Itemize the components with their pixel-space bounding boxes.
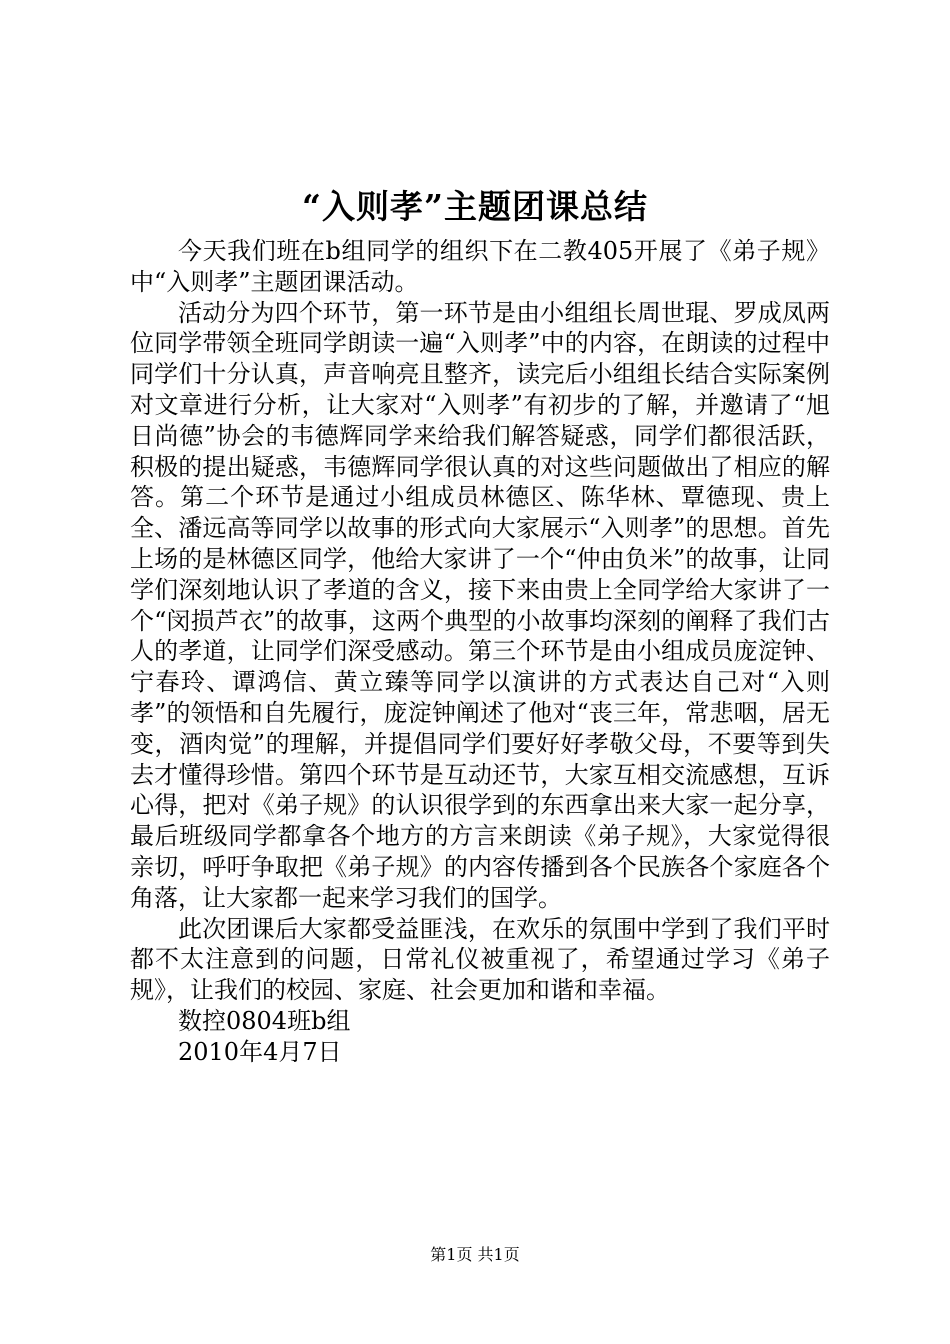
signature-date: 2010年4月7日 [178, 1037, 342, 1066]
document-body [130, 236, 830, 1068]
signature-group: 数控0804班b组 [178, 1006, 351, 1035]
document-title: “入则孝”主题团课总结 [302, 187, 648, 226]
page-footer: 第1页 共1页 [430, 1245, 520, 1264]
paragraph-conclusion: 此次团课后大家都受益匪浅，在欢乐的氛围中学到了我们平时都不太注意到的问题，日常礼仪被重视了，希望通过学习《弟子规》，让我们的校园、家庭、社会更加和谐和幸福。 [130, 914, 830, 1005]
paragraph-activities: 活动分为四个环节，第一环节是由小组组长周世琨、罗成凤两位同学带领全班同学朗读一遍“入则孝”中的内容，在朗读的过程中同学们十分认真，声音响亮且整齐，读完后小组组长结合实际案例对文章进行分析，让大家对“入则孝”有初步的了解，并邀请了“旭日尚德”协会的韦德辉同学来给我们解答疑惑，同学们都很活跃，积极的提出疑惑，韦德辉同学很认真的对这些问题做出了相应的解答。第二个环节是通过小组成员林德区、陈华林、覃德现、贵上全、潘远高等同学以故事的形式向大家展示“入则孝”的思想。首先上场的是林德区同学，他给大家讲了一个“仲由负米”的故事，让同学们深刻地认识了孝道的含义，接下来由贵上全同学给大家讲了一个“闵损芦衣”的故事，这两个典型的小故事均深刻的阐释了我们古人的孝道，让同学们深受感动。第三个环节是由小组成员庞淀钟、宁春玲、谭鸿信、黄立臻等同学以演讲的方式表达自己对“入则孝”的领悟和自先履行，庞淀钟阐述了他对“丧三年，常悲咽，居无变，酒肉觉”的理解，并提倡同学们要好好孝敬父母，不要等到失去才懂得珍惜。第四个环节是互动还节，大家互相交流感想，互诉心得，把对《弟子规》的认识很学到的东西拿出来大家一起分享，最后班级同学都拿各个地方的方言来朗读《弟子规》，大家觉得很亲切，呼吁争取把《弟子规》的内容传播到各个民族各个家庭各个角落，让大家都一起来学习我们的国学。 [130, 298, 830, 912]
paragraph-intro: 今天我们班在b组同学的组织下在二教405开展了《弟子规》中“入则孝”主题团课活动。 [130, 237, 830, 296]
